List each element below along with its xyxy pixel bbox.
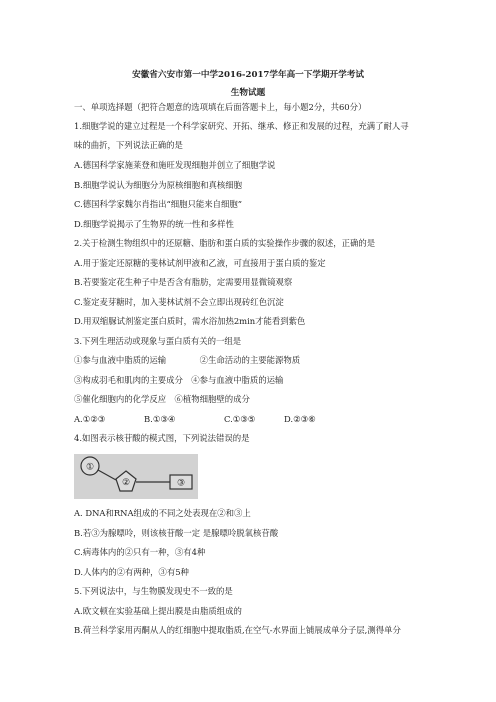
- q1-stem-line-1: 1.细胞学说的建立过程是一个科学家研究、开拓、继承、修正和发展的过程，充满了耐人寻: [74, 121, 409, 131]
- q2-stem: 2.关于检测生物组织中的还原糖、脂肪和蛋白质的实验操作步骤的叙述，正确的是: [74, 238, 376, 248]
- q1-option-b: B.细胞学说认为细胞分为原核细胞和真核细胞: [74, 180, 242, 190]
- q5-option-a: A.欧文顿在实验基础上提出膜是由脂质组成的: [74, 606, 242, 616]
- q1-option-a: A.德国科学家施莱登和施旺发现细胞并创立了细胞学说: [74, 160, 276, 170]
- q3-item-row-2: ③构成羽毛和肌肉的主要成分 ④参与血液中脂质的运输: [74, 375, 284, 385]
- label-2: ②: [121, 478, 131, 488]
- q2-option-d: D.用双缩脲试剂鉴定蛋白质时，需水浴加热2min才能看到紫色: [74, 316, 306, 326]
- q4-stem: 4.如图表示核苷酸的模式图，下列说法错误的是: [74, 433, 250, 443]
- document-title: 安徽省六安市第一中学2016-2017学年高一下学期开学考试: [132, 70, 364, 80]
- q3-option-b: B.①③④: [144, 414, 176, 424]
- q3-option-d: D.②③⑥: [284, 414, 316, 424]
- q3-option-a: A.①②③: [74, 414, 106, 424]
- q2-option-a: A.用于鉴定还原糖的斐林试剂甲液和乙液，可直接用于蛋白质的鉴定: [74, 258, 326, 268]
- label-1: ①: [85, 462, 95, 473]
- nucleotide-diagram: [74, 454, 198, 499]
- q3-item-row-3: ⑤催化细胞内的化学反应 ⑥植物细胞壁的成分: [74, 394, 250, 404]
- q1-stem-line-2: 味的曲折，下列说法正确的是: [74, 140, 183, 150]
- q5-option-b: B.荷兰科学家用丙酮从人的红细胞中提取脂质,在空气-水界面上铺展成单分子层,测得单分: [74, 625, 401, 635]
- label-3: ③: [176, 478, 186, 489]
- q4-option-b: B.若③为腺嘌呤，则该核苷酸一定 是腺嘌呤脱氧核苷酸: [74, 528, 279, 538]
- q3-item-row-1: ①参与血液中脂质的运输 ②生命活动的主要能源物质: [74, 355, 301, 365]
- q1-option-d: D.细胞学说揭示了生物界的统一性和多样性: [74, 219, 234, 229]
- q3-options-row: [74, 414, 316, 425]
- q3-option-c: C.①③⑤: [224, 414, 256, 424]
- document-subtitle: 生物试题: [230, 88, 266, 98]
- nucleotide-diagram-svg: [74, 454, 198, 499]
- q4-option-d: D.人体内的②有两种，③有5种: [74, 567, 189, 577]
- q2-option-b: B.若要鉴定花生种子中是否含有脂肪，定需要用显微镜观察: [74, 277, 293, 287]
- q4-option-a: A. DNA和RNA组成的不同之处表现在②和③上: [74, 508, 251, 518]
- section-heading: 一、单项选择题（把符合题意的选项填在后面答题卡上，每小题2分，共60分）: [74, 102, 367, 112]
- q3-stem: 3.下列生理活动或现象与蛋白质有关的一组是: [74, 336, 242, 346]
- q2-option-c: C.鉴定麦芽糖时，加入斐林试剂不会立即出现砖红色沉淀: [74, 297, 284, 307]
- q1-option-c: C.德国科学家魏尔肖指出“细胞只能来自细胞”: [74, 199, 243, 209]
- q4-option-c: C.病毒体内的②只有一种，③有4种: [74, 547, 206, 557]
- q5-stem: 5.下列说法中，与生物膜发现史不一致的是: [74, 586, 233, 596]
